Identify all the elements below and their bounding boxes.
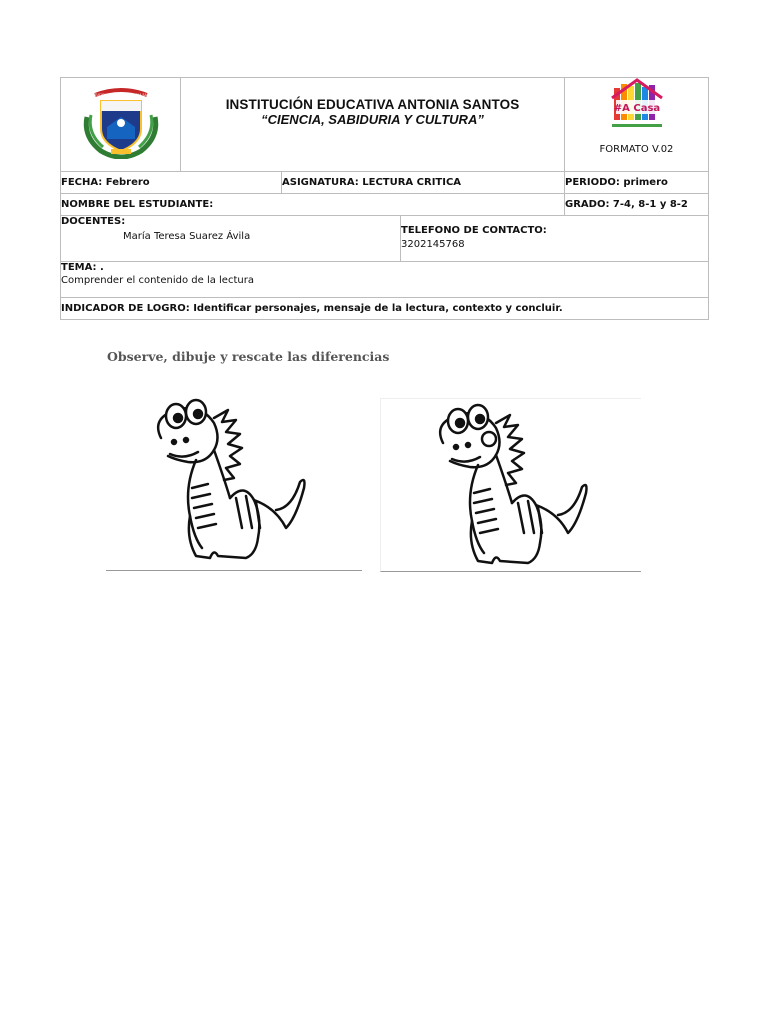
telefono-value: 3202145768 — [401, 239, 465, 250]
dinosaur-image-left — [106, 388, 362, 571]
school-logo-cell — [61, 78, 181, 172]
fecha-field: FECHA: Febrero — [61, 172, 282, 194]
institution-motto: “CIENCIA, SABIDURIA Y CULTURA” — [261, 111, 484, 127]
tema-value: Comprender el contenido de la lectura — [61, 275, 254, 286]
acasa-logo-text: #A Casa — [613, 103, 660, 114]
dinosaur-drawing-icon — [106, 388, 362, 570]
docentes-label: DOCENTES: — [61, 216, 126, 227]
dinosaur-image-right — [380, 398, 641, 572]
indicador-field: INDICADOR DE LOGRO: Identificar personajes, mensaje de la lectura, contexto y concluir. — [61, 298, 709, 320]
tema-cell — [61, 262, 709, 298]
periodo-field: PERIODO: primero — [565, 172, 709, 194]
format-version: FORMATO V.02 — [599, 144, 674, 155]
acasa-logo — [606, 78, 668, 132]
header-table — [60, 77, 709, 320]
title-cell — [181, 78, 565, 172]
school-logo-text: INSTITUCION EDUCATIVA ANTONIA SANTOS — [85, 93, 156, 97]
telefono-label: TELEFONO DE CONTACTO: — [401, 225, 547, 236]
docentes-name: María Teresa Suarez Ávila — [123, 231, 251, 242]
student-name-field[interactable]: NOMBRE DEL ESTUDIANTE: — [61, 194, 565, 216]
tema-label: TEMA: . — [61, 262, 104, 273]
telefono-cell — [401, 216, 709, 262]
docentes-cell — [61, 216, 401, 262]
grado-field: GRADO: 7-4, 8-1 y 8-2 — [565, 194, 709, 216]
activity-instruction: Observe, dibuje y rescate las diferencias — [107, 349, 390, 364]
school-shield-logo — [81, 87, 161, 159]
asignatura-field: ASIGNATURA: LECTURA CRITICA — [282, 172, 565, 194]
institution-name: INSTITUCIÓN EDUCATIVA ANTONIA SANTOS — [225, 96, 520, 112]
format-cell — [565, 78, 709, 172]
dinosaur-drawing-icon — [381, 399, 641, 571]
